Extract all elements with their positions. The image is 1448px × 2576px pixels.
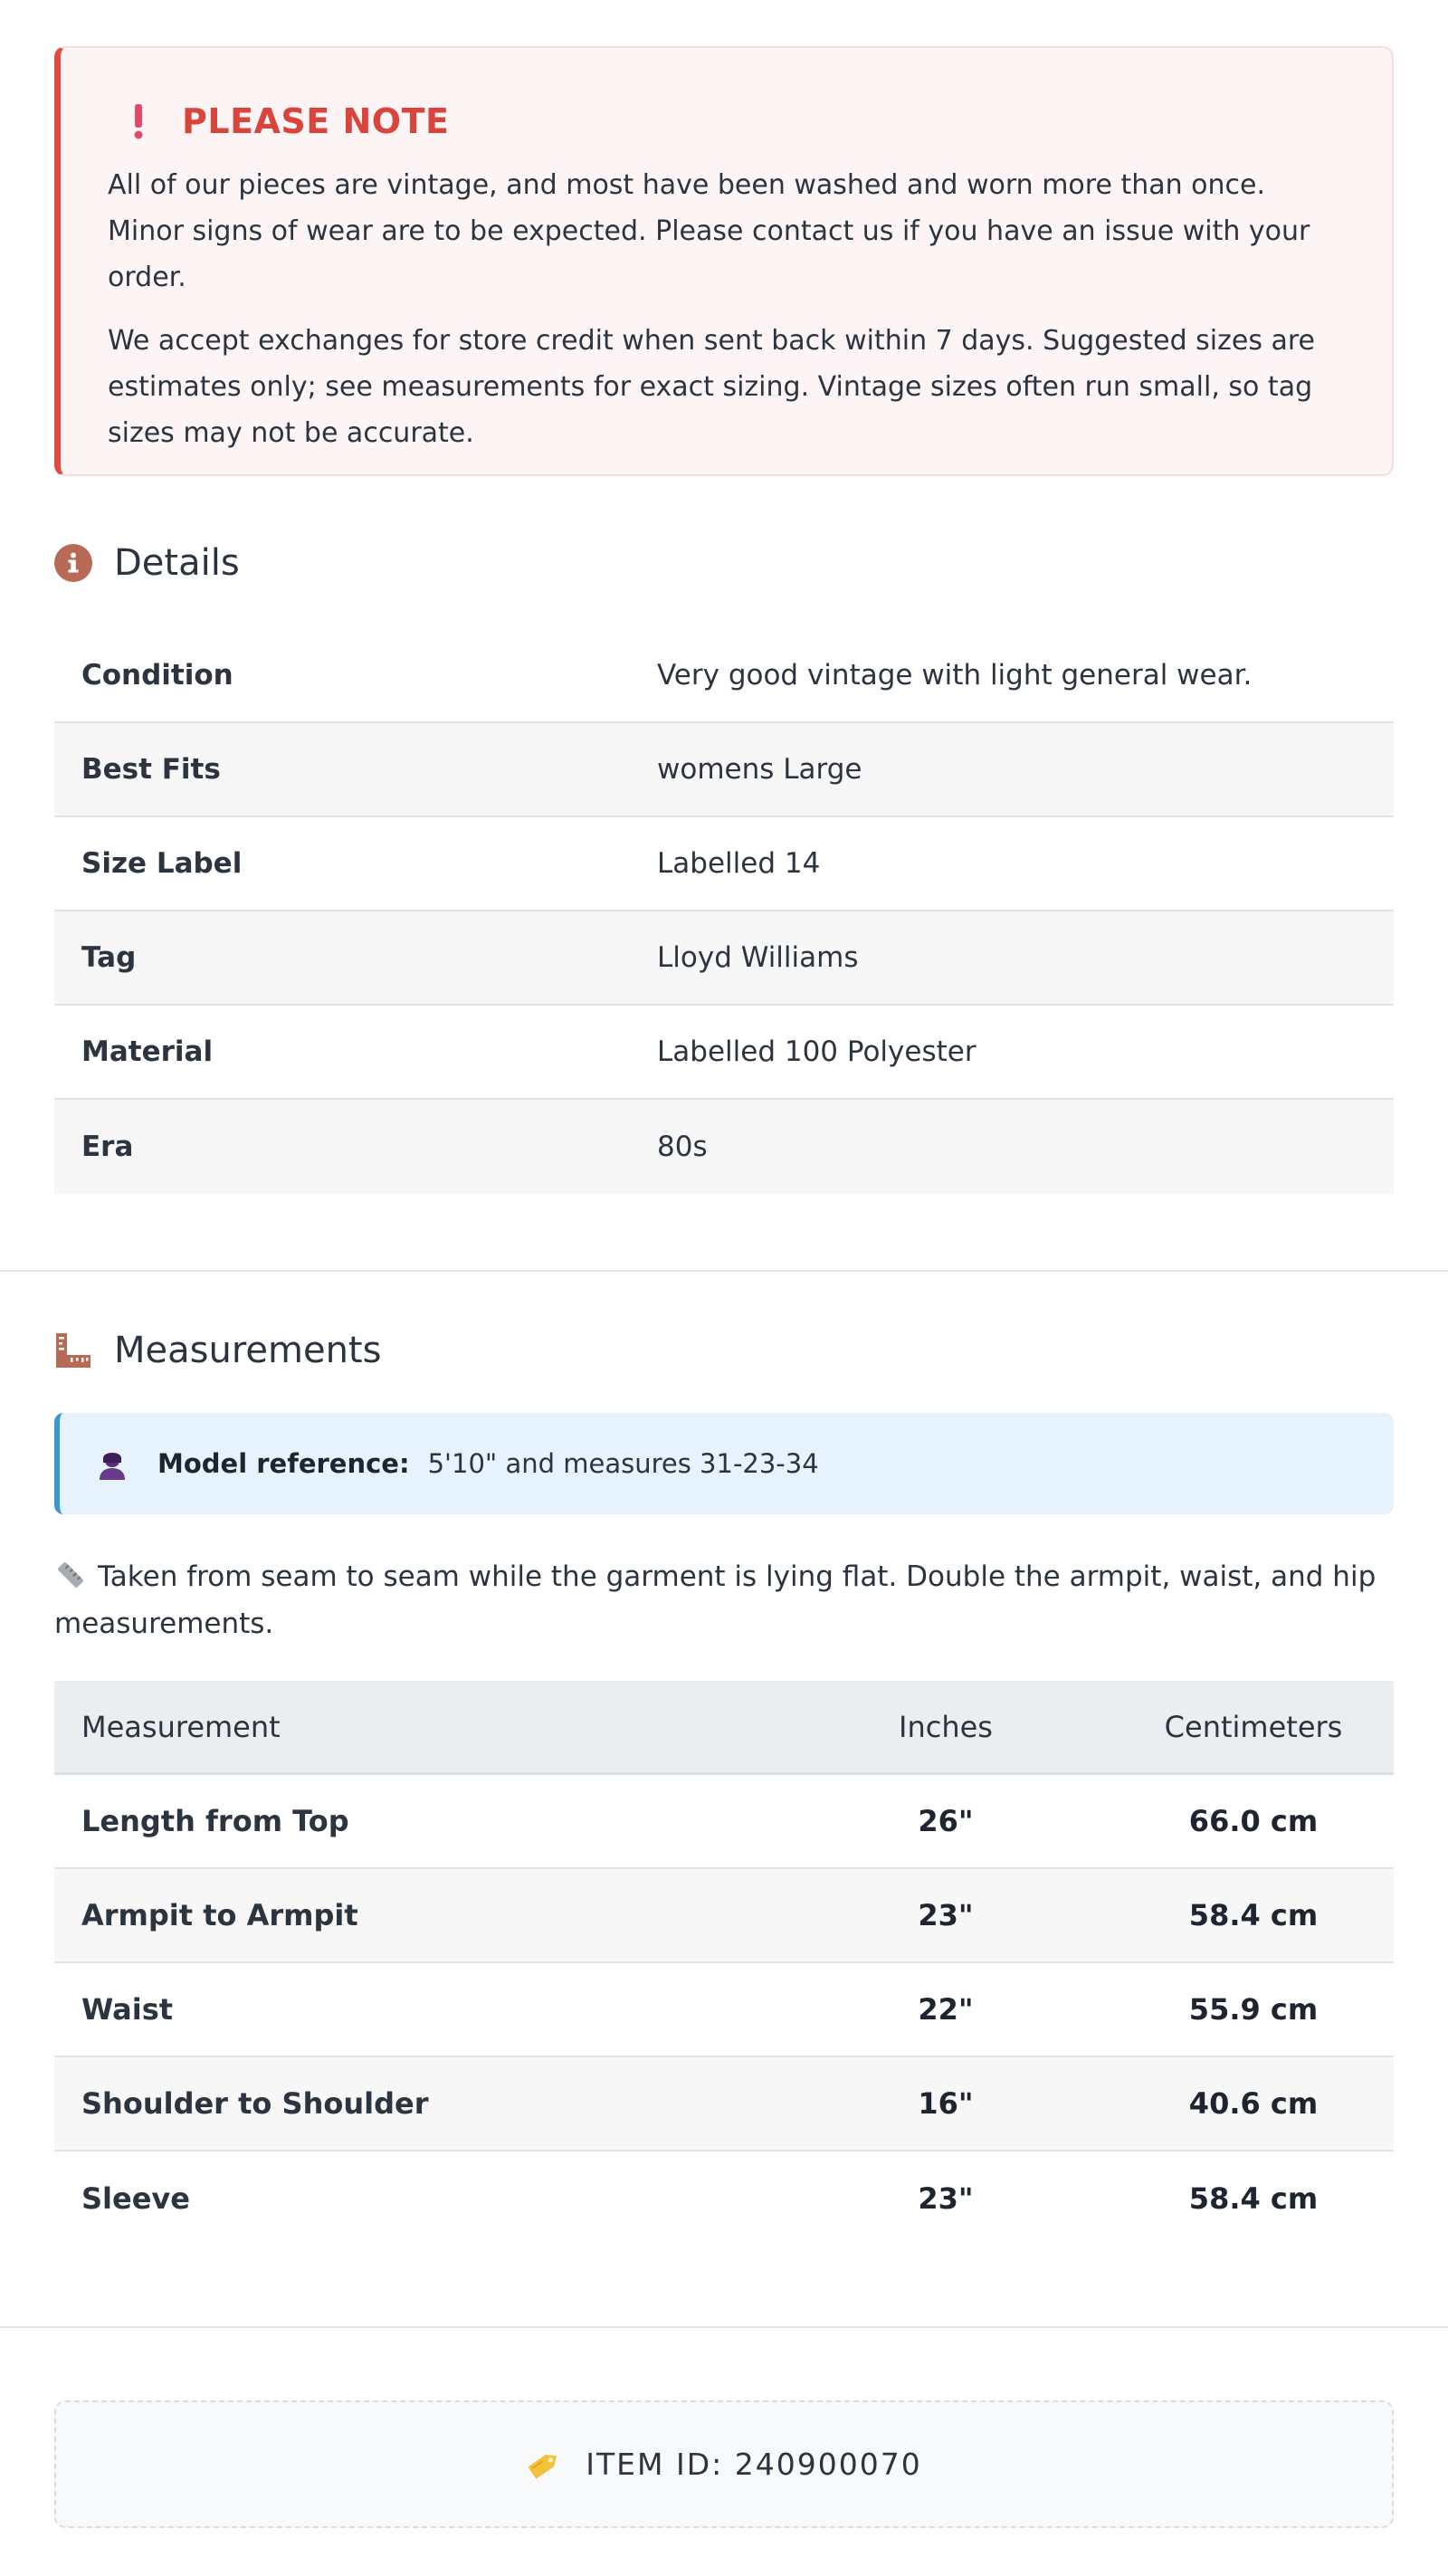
detail-value: Labelled 14: [657, 847, 821, 880]
column-header-centimeters: Centimeters: [1164, 1709, 1343, 1744]
measurement-cm: 55.9 cm: [1188, 1992, 1319, 2027]
measurement-note-text: Taken from seam to seam while the garment is lying flat. Double the armpit, waist, and hip measurements.: [54, 1560, 1377, 1640]
measurements-header: [54, 1323, 381, 1378]
tag-icon: [526, 2447, 562, 2483]
table-row: [54, 629, 1394, 723]
table-row: [54, 1963, 1394, 2057]
detail-label: Era: [81, 1131, 134, 1163]
measurement-name: Sleeve: [81, 2181, 190, 2216]
table-row: [54, 1006, 1394, 1100]
column-header-measurement: Measurement: [81, 1709, 281, 1744]
model-reference-box: [54, 1413, 1394, 1514]
note-paragraph-2: We accept exchanges for store credit when sent back within 7 days. Suggested sizes are estimates only; see measurements for exact sizing. Vintage sizes often run small, so tag sizes may not be accurate.: [108, 325, 1316, 449]
note-title: PLEASE NOTE: [182, 101, 450, 141]
details-table: [54, 629, 1394, 1194]
detail-label: Material: [81, 1035, 214, 1068]
detail-value: womens Large: [657, 753, 862, 786]
measurement-inches: 26": [918, 1804, 974, 1838]
please-note-box: [54, 46, 1394, 476]
ruler-icon: [54, 1331, 92, 1369]
detail-label: Best Fits: [81, 753, 221, 786]
measurement-name: Shoulder to Shoulder: [81, 2086, 429, 2121]
table-row: [54, 1775, 1394, 1869]
table-row: [54, 817, 1394, 911]
model-reference-label: Model reference:: [157, 1448, 410, 1479]
table-row: [54, 2151, 1394, 2246]
note-paragraph-1: All of our pieces are vintage, and most have been washed and worn more than once. Minor signs of wear are to be expected. Please contact us if you have an issue with your order.: [108, 169, 1310, 293]
detail-label: Size Label: [81, 847, 243, 880]
table-row: [54, 1100, 1394, 1194]
section-divider: [0, 1270, 1448, 1272]
table-row: [54, 1869, 1394, 1963]
exclamation-icon: [124, 99, 153, 144]
measurement-inches: 16": [918, 2086, 974, 2121]
measurement-cm: 66.0 cm: [1188, 1804, 1319, 1838]
measurement-cm: 58.4 cm: [1188, 2181, 1319, 2216]
detail-label: Condition: [81, 659, 233, 692]
measurement-inches: 23": [918, 1898, 974, 1932]
table-row: [54, 2057, 1394, 2151]
note-header: [108, 99, 1347, 144]
measurements-table: [54, 1681, 1394, 2246]
detail-value: Lloyd Williams: [657, 941, 859, 974]
details-header: [54, 536, 240, 590]
section-divider: [0, 2326, 1448, 2328]
detail-label: Tag: [81, 941, 137, 974]
measurement-name: Armpit to Armpit: [81, 1898, 358, 1932]
detail-value: 80s: [657, 1131, 708, 1163]
item-id-box: [54, 2400, 1394, 2528]
info-icon: [54, 544, 92, 582]
measurement-cm: 58.4 cm: [1188, 1898, 1319, 1932]
measurement-note: [54, 1553, 1394, 1647]
measurement-inches: 22": [918, 1992, 974, 2027]
table-row: [54, 723, 1394, 817]
person-icon: [96, 1447, 129, 1480]
measurement-cm: 40.6 cm: [1188, 2086, 1319, 2121]
measurements-title: Measurements: [114, 1330, 382, 1371]
table-header-row: [54, 1681, 1394, 1775]
model-reference-value: 5'10" and measures 31-23-34: [427, 1448, 819, 1479]
measurement-name: Waist: [81, 1992, 174, 2027]
measurement-name: Length from Top: [81, 1804, 349, 1838]
table-row: [54, 911, 1394, 1006]
ruler-pencil-icon: [54, 1559, 87, 1591]
item-id-text: ITEM ID: 240900070: [586, 2447, 922, 2482]
detail-value: Very good vintage with light general wear.: [657, 659, 1253, 692]
column-header-inches: Inches: [899, 1709, 993, 1744]
detail-value: Labelled 100 Polyester: [657, 1035, 976, 1068]
measurement-inches: 23": [918, 2181, 974, 2216]
details-title: Details: [114, 542, 240, 584]
